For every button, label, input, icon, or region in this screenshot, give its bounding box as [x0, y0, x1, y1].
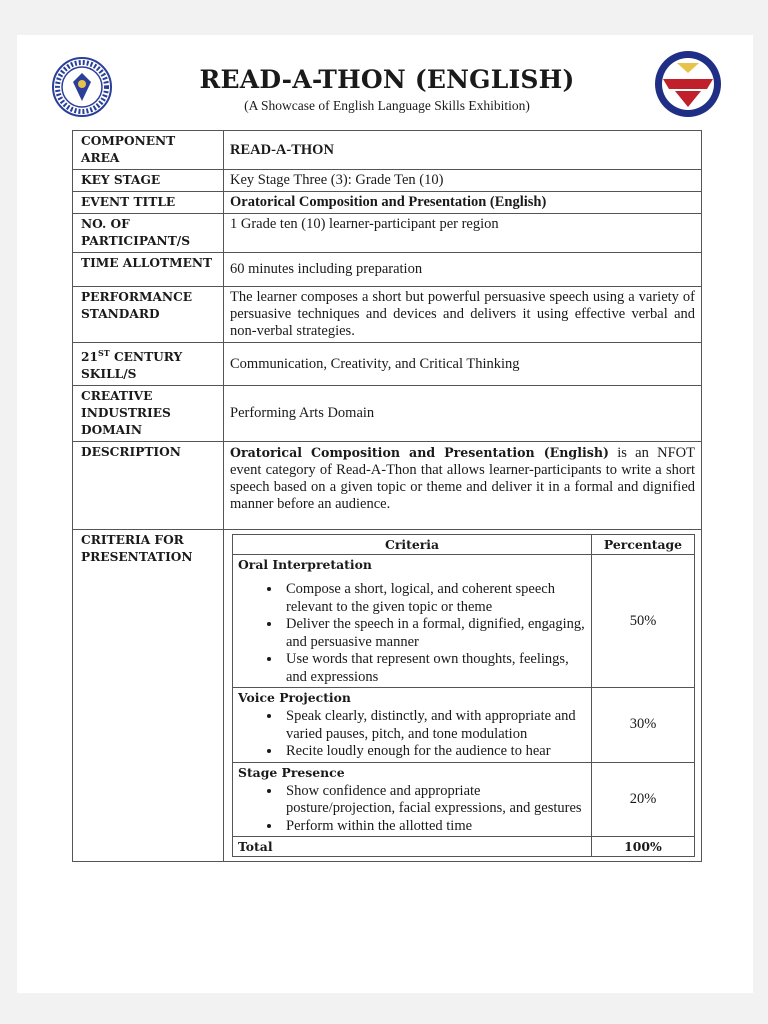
criteria-item	[233, 555, 592, 688]
table-row	[73, 131, 702, 170]
document-title: READ-A-THON (ENGLISH)	[199, 65, 575, 94]
row-value: Performing Arts Domain	[224, 386, 702, 442]
table-row	[73, 287, 702, 343]
criteria-header: Criteria	[233, 535, 592, 555]
row-value: 60 minutes including preparation	[224, 253, 702, 287]
total-label: Total	[233, 837, 592, 857]
row-label: DESCRIPTION	[73, 442, 224, 530]
row-label: KEY STAGE	[73, 170, 224, 192]
deped-seal-icon	[51, 56, 113, 118]
criteria-item	[233, 688, 592, 763]
criteria-cell	[224, 530, 702, 862]
criteria-bullets	[238, 783, 586, 836]
criteria-title: Voice Projection	[238, 690, 351, 706]
row-label	[73, 343, 224, 386]
list-item: • Recite loudly enough for the audience to hear	[282, 743, 586, 761]
list-item: • Perform within the allotted time	[282, 818, 586, 836]
event-emblem-icon	[653, 49, 723, 119]
list-item: • Deliver the speech in a formal, dignified, engaging, and persuasive manner	[282, 616, 586, 651]
table-row	[73, 192, 702, 214]
row-value: 1 Grade ten (10) learner-participant per region	[224, 214, 702, 253]
criteria-title: Stage Presence	[238, 764, 345, 780]
description-text: is an NFOT event category of Read-A-Thon that allows learner-participants to write a short speech based on a given topic or theme and deliver it in a formal and dignified manner before an audience.	[230, 445, 695, 513]
list-item: • Compose a short, logical, and coherent speech relevant to the given topic or theme	[282, 581, 586, 616]
description-event-title: Oratorical Composition and Presentation (English)	[230, 445, 609, 461]
list-item: • Use words that represent own thoughts, feelings, and expressions	[282, 651, 586, 686]
document-page	[17, 35, 753, 993]
table-row	[73, 530, 702, 862]
row-label: NO. OF PARTICIPANT/S	[73, 214, 224, 253]
row-value: Key Stage Three (3): Grade Ten (10)	[224, 170, 702, 192]
table-row	[73, 253, 702, 287]
row-value	[224, 442, 702, 530]
criteria-percentage: 20%	[592, 762, 695, 837]
row-label: COMPONENT AREA	[73, 131, 224, 170]
percentage-header: Percentage	[592, 535, 695, 555]
row-label: PERFORMANCE STANDARD	[73, 287, 224, 343]
total-value: 100%	[592, 837, 695, 857]
table-row	[73, 343, 702, 386]
criteria-title: Oral Interpretation	[238, 557, 372, 573]
table-row	[73, 442, 702, 530]
criteria-row	[233, 555, 695, 688]
table-row	[73, 214, 702, 253]
row-value: Oratorical Composition and Presentation (English)	[224, 192, 702, 214]
row-label: CREATIVE INDUSTRIES DOMAIN	[73, 386, 224, 442]
label-rest: CENTURY SKILL/S	[81, 350, 183, 382]
criteria-item	[233, 762, 592, 837]
row-label: CRITERIA FOR PRESENTATION	[73, 530, 224, 862]
row-label: EVENT TITLE	[73, 192, 224, 214]
row-value: READ-A-THON	[224, 131, 702, 170]
criteria-percentage: 30%	[592, 688, 695, 763]
total-row	[233, 837, 695, 857]
list-item: • Speak clearly, distinctly, and with appropriate and varied pauses, pitch, and tone modulation	[282, 708, 586, 743]
criteria-row	[233, 762, 695, 837]
row-value: The learner composes a short but powerful persuasive speech using a variety of persuasive techniques and devices and delivers it using effective verbal and non-verbal strategies.	[224, 287, 702, 343]
event-info-table	[72, 130, 702, 862]
label-superscript: ST	[97, 348, 110, 358]
document-subtitle: (A Showcase of English Language Skills Exhibition)	[244, 98, 530, 113]
criteria-percentage: 50%	[592, 555, 695, 688]
row-label: TIME ALLOTMENT	[73, 253, 224, 287]
criteria-header-row	[233, 535, 695, 555]
label-number: 21	[81, 350, 98, 365]
criteria-bullets	[238, 581, 586, 686]
row-value: Communication, Creativity, and Critical Thinking	[224, 343, 702, 386]
criteria-bullets	[238, 708, 586, 761]
table-row	[73, 386, 702, 442]
list-item: • Show confidence and appropriate posture/projection, facial expressions, and gestures	[282, 783, 586, 818]
table-row	[73, 170, 702, 192]
criteria-row	[233, 688, 695, 763]
criteria-table	[232, 534, 695, 857]
